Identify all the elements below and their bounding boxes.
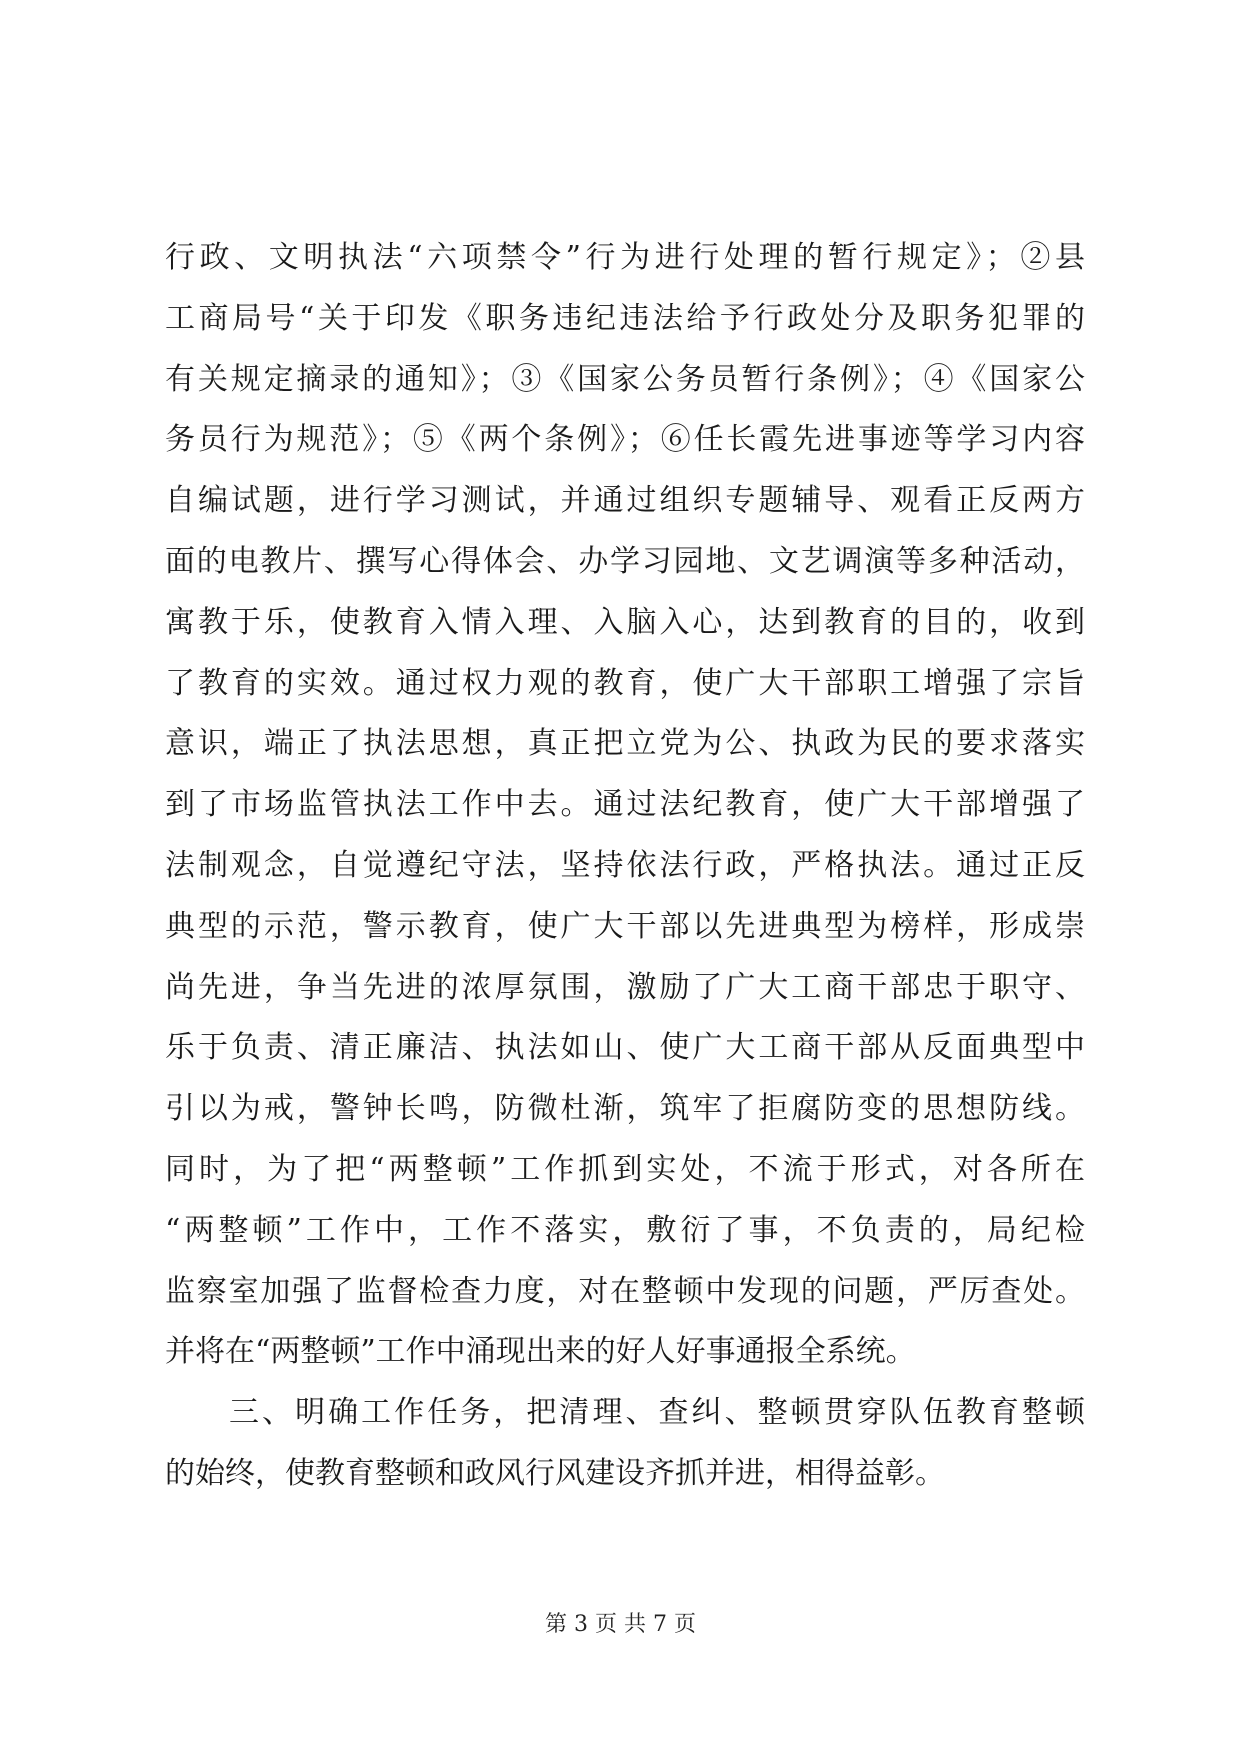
text-line: 法制观念，自觉遵纪守法，坚持依法行政，严格执法。通过正反 (165, 847, 1085, 883)
text-line: 的始终，使教育整顿和政风行风建设齐抓并进，相得益彰。 (165, 1455, 945, 1491)
text-line: 乐于负责、清正廉洁、执法如山、使广大工商干部从反面典型中 (165, 1030, 1085, 1066)
text-line: “两整顿”工作中，工作不落实，敷衍了事，不负责的，局纪检 (165, 1212, 1085, 1248)
text-line: 引以为戒，警钟长鸣，防微杜渐，筑牢了拒腐防变的思想防线。 (165, 1091, 1085, 1127)
body-text (165, 228, 1085, 1505)
text-line: 行政、文明执法“六项禁令”行为进行处理的暂行规定》；②县 (165, 240, 1085, 275)
page-number-footer: 第 3 页 共 7 页 (545, 1612, 696, 1637)
section-heading-line: 三、明确工作任务，把清理、查纠、整顿贯穿队伍教育整顿 (229, 1395, 1085, 1431)
text-line: 务员行为规范》；⑤《两个条例》；⑥任长霞先进事迹等学习内容 (165, 422, 1085, 458)
text-line: 同时，为了把“两整顿”工作抓到实处，不流于形式，对各所在 (165, 1151, 1085, 1187)
text-line: 意识，端正了执法思想，真正把立党为公、执政为民的要求落实 (165, 726, 1085, 762)
text-line: 有关规定摘录的通知》；③《国家公务员暂行条例》；④《国家公 (165, 361, 1085, 397)
text-line: 了教育的实效。通过权力观的教育，使广大干部职工增强了宗旨 (165, 665, 1085, 701)
text-line: 寓教于乐，使教育入情入理、入脑入心，达到教育的目的，收到 (165, 604, 1085, 640)
text-line: 面的电教片、撰写心得体会、办学习园地、文艺调演等多种活动， (165, 543, 1085, 579)
text-line: 并将在“两整顿”工作中涌现出来的好人好事通报全系统。 (165, 1334, 916, 1370)
text-line: 到了市场监管执法工作中去。通过法纪教育，使广大干部增强了 (165, 787, 1085, 823)
text-line: 典型的示范，警示教育，使广大干部以先进典型为榜样，形成崇 (165, 908, 1085, 944)
text-line: 监察室加强了监督检查力度，对在整顿中发现的问题，严厉查处。 (165, 1273, 1085, 1309)
text-line: 工商局号“关于印发《职务违纪违法给予行政处分及职务犯罪的 (165, 300, 1085, 336)
text-line: 尚先进，争当先进的浓厚氛围，激励了广大工商干部忠于职守、 (165, 969, 1085, 1005)
text-line: 自编试题，进行学习测试，并通过组织专题辅导、观看正反两方 (165, 483, 1085, 519)
